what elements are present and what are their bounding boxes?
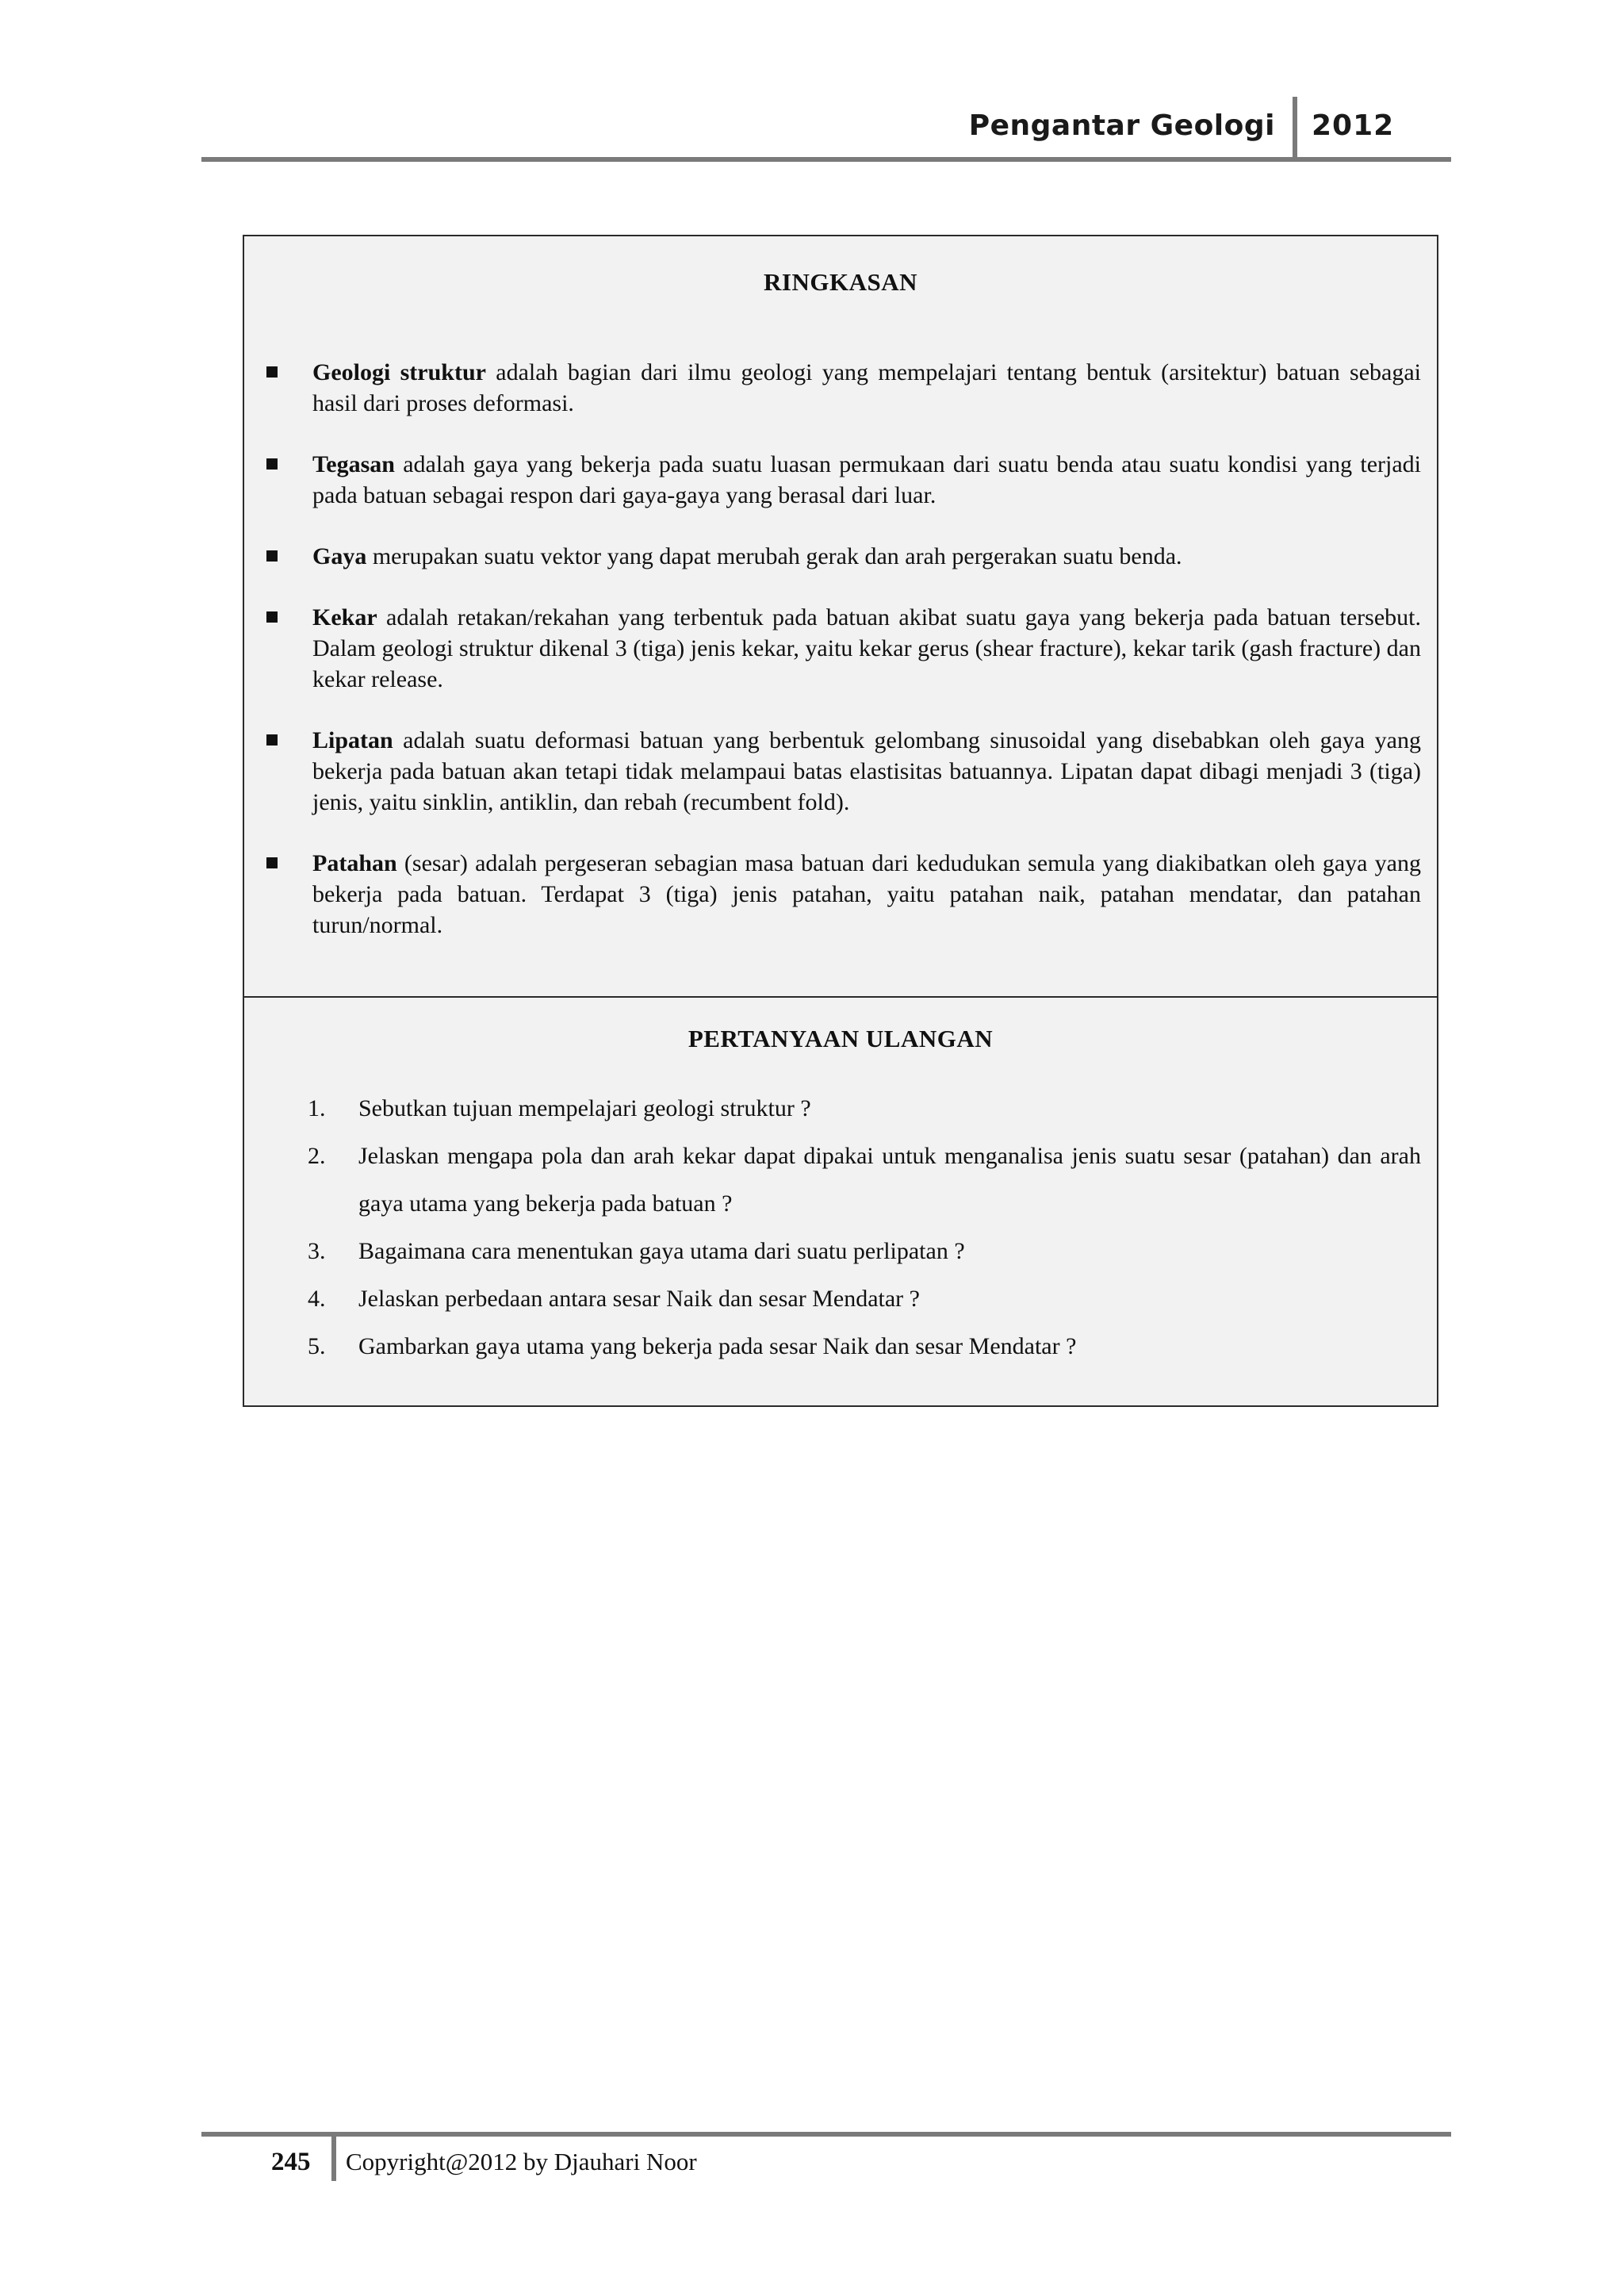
page-number: 245 bbox=[271, 2148, 311, 2176]
question-number: 5. bbox=[308, 1333, 326, 1359]
page-header bbox=[201, 97, 1451, 160]
header-divider bbox=[1293, 97, 1297, 160]
summary-definition: (sesar) adalah pergeseran sebagian masa batuan dari kedudukan semula yang diakibatkan oleh gaya yang bekerja pada batuan. Terdapat 3 (tiga) jenis patahan, yaitu patahan naik, patahan mendatar, dan patahan turun/normal. bbox=[312, 850, 1421, 938]
summary-item-patahan bbox=[263, 848, 1421, 941]
question-text: Jelaskan mengapa pola dan arah kekar dapat dipakai untuk menganalisa jenis suatu sesar (patahan) dan arah gaya utama yang bekerja pada batuan ? bbox=[358, 1143, 1421, 1217]
question-item bbox=[308, 1133, 1421, 1228]
square-bullet-icon bbox=[266, 611, 278, 623]
summary-term: Tegasan bbox=[312, 451, 395, 477]
footer-rule bbox=[201, 2132, 1451, 2137]
question-item bbox=[308, 1275, 1421, 1323]
summary-term: Kekar bbox=[312, 604, 377, 631]
questions-list bbox=[308, 1085, 1421, 1370]
page-footer bbox=[201, 2132, 1451, 2187]
summary-term: Gaya bbox=[312, 543, 367, 569]
summary-box bbox=[243, 235, 1438, 1407]
summary-definition: merupakan suatu vektor yang dapat merubah gerak dan arah pergerakan suatu benda. bbox=[366, 543, 1182, 569]
summary-definition: adalah gaya yang bekerja pada suatu luasan permukaan dari suatu benda atau suatu kondisi yang terjadi pada batuan sebagai respon dari gaya-gaya yang berasal dari luar. bbox=[312, 451, 1421, 508]
summary-item-geologi-struktur bbox=[263, 357, 1421, 419]
summary-definition: adalah retakan/rekahan yang terbentuk pada batuan akibat suatu gaya yang bekerja pada batuan tersebut. Dalam geologi struktur dikenal 3 (tiga) jenis kekar, yaitu kekar gerus (shear fracture), kekar tarik (gash fracture) dan kekar release. bbox=[312, 604, 1421, 692]
book-year: 2012 bbox=[1312, 109, 1395, 142]
question-text: Bagaimana cara menentukan gaya utama dari suatu perlipatan ? bbox=[358, 1238, 965, 1264]
square-bullet-icon bbox=[266, 550, 278, 562]
book-title: Pengantar Geologi bbox=[968, 109, 1275, 142]
summary-definition: adalah bagian dari ilmu geologi yang mempelajari tentang bentuk (arsitektur) batuan sebagai hasil dari proses deformasi. bbox=[312, 359, 1421, 416]
summary-heading: RINGKASAN bbox=[764, 268, 917, 296]
question-number: 4. bbox=[308, 1286, 326, 1312]
summary-term: Patahan bbox=[312, 850, 397, 876]
questions-heading: PERTANYAAN ULANGAN bbox=[688, 1025, 994, 1052]
summary-term: Geologi struktur bbox=[312, 359, 486, 385]
square-bullet-icon bbox=[266, 734, 278, 746]
summary-list bbox=[263, 357, 1421, 971]
questions-section bbox=[244, 998, 1437, 1405]
summary-item-gaya bbox=[263, 541, 1421, 572]
footer-divider bbox=[331, 2137, 336, 2181]
question-text: Jelaskan perbedaan antara sesar Naik dan sesar Mendatar ? bbox=[358, 1286, 920, 1312]
summary-term: Lipatan bbox=[312, 727, 393, 753]
square-bullet-icon bbox=[266, 857, 278, 868]
summary-definition: adalah suatu deformasi batuan yang berbentuk gelombang sinusoidal yang disebabkan oleh gaya yang bekerja pada batuan akan tetapi tidak melampaui batas elastisitas batuannya. Lipatan dapat dibagi menjadi 3 (tiga) jenis, yaitu sinklin, antiklin, dan rebah (recumbent fold). bbox=[312, 727, 1421, 815]
square-bullet-icon bbox=[266, 458, 278, 470]
square-bullet-icon bbox=[266, 366, 278, 378]
header-rule bbox=[201, 157, 1451, 162]
question-number: 2. bbox=[308, 1143, 326, 1169]
question-number: 1. bbox=[308, 1095, 326, 1121]
question-item bbox=[308, 1323, 1421, 1370]
summary-section bbox=[244, 236, 1437, 998]
question-text: Sebutkan tujuan mempelajari geologi struktur ? bbox=[358, 1095, 811, 1121]
summary-item-tegasan bbox=[263, 449, 1421, 511]
copyright-notice: Copyright@2012 by Djauhari Noor bbox=[346, 2148, 697, 2175]
question-item bbox=[308, 1085, 1421, 1133]
question-item bbox=[308, 1228, 1421, 1275]
question-text: Gambarkan gaya utama yang bekerja pada sesar Naik dan sesar Mendatar ? bbox=[358, 1333, 1077, 1359]
summary-item-kekar bbox=[263, 602, 1421, 695]
summary-item-lipatan bbox=[263, 725, 1421, 818]
question-number: 3. bbox=[308, 1238, 326, 1264]
